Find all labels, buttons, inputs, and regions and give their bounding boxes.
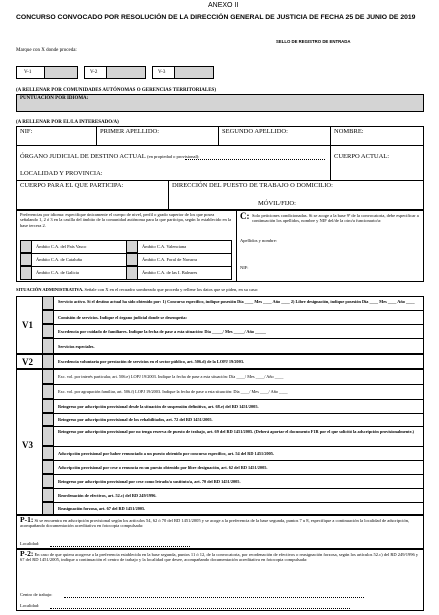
p1-label: P-1: [20,515,34,524]
mobile-field[interactable]: MÓVIL/FIJO: [258,200,296,207]
v1-row2-text: Comisión de servicios. Indique el órgano judicial donde se desempeña: [58,315,187,320]
v3-row7-check[interactable] [42,460,54,474]
v3-row2-text: Exc. vol. por agrupación familiar, art. 506.f) LOPJ 19/2003. Indique la fecha de pase a esta situación: Día ____/ Mes ____/ Año ____ [58,389,288,394]
area-baleares: Ámbito C.A. de las I. Baleares [142,270,198,275]
p1-locality-field[interactable]: Localidad: [20,541,40,546]
priority-v3-check[interactable] [174,66,214,79]
language-preference-text: Preferencias por idioma: especifique únicamente el cuerpo de nivel, perfil o grado superior de los que posea señalando 1, 2 ó 3 en la casilla del ámbito de la comunidad autónoma para la que participa, según lo establecido en la base tercera 2. [20,212,232,228]
v3-row4-text: Reingreso por adscripción provisional de los rehabilitados, art. 72 del RD 1451/2005. [58,417,213,422]
conditioned-surnames-field[interactable]: Apellidos y nombre: [240,238,277,243]
p2-text-wrap [20,551,420,563]
second-surname-field[interactable]: SEGUNDO APELLIDO: [222,128,288,135]
priority-v2-label: V-2 [90,70,98,75]
locality-field[interactable]: LOCALIDAD Y PROVINCIA: [20,170,103,177]
v1-row1-check[interactable] [42,296,54,310]
v3-row3-check[interactable] [42,399,54,413]
name-field[interactable]: NOMBRE: [334,128,364,135]
conditioned-letter: C: [240,211,250,221]
p2-center-field[interactable]: Centro de trabajo: [20,592,53,597]
p2-text: En caso de que quiera acogerse a la preferencia establecida en la base segunda, puntos 11 ó 12, de la convocatoria, por reordenación de efectivos o reasignación forzosa, según los artículos 52.c) del RD 249/1996 y 67 del RD 1451/2005, indique a continuación el centro de trabajo y la localidad que desee, acompañando documentación acreditativa en fotocopia compulsada: [20,552,419,563]
form-title: CONCURSO CONVOCADO POR RESOLUCIÓN DE LA DIRECCIÓN GENERAL DE JUSTICIA DE FECHA 25 DE JUNIO DE 2019 [16,14,416,21]
conditioned-text: Solo peticiones condicionadas. Si se acoge a la base 9ª de la convocatoria, debe especificar a continuación los apellidos, nombre y NIF del/de la otro/a funcionario/a: [252,213,419,224]
v3-row4-check[interactable] [42,413,54,426]
area-baleares-check[interactable] [126,266,138,280]
v3-row2-check[interactable] [42,384,54,399]
v3-row10-text: Reasignación forzosa, art. 67 del RD 1451/2005. [58,506,146,511]
situation-heading-bold: SITUACIÓN ADMINISTRATIVA. [16,287,84,292]
area-navarra: Ámbito C.A. Foral de Navarra [142,257,197,262]
v2-row1-check[interactable] [42,354,54,369]
priority-v1-check[interactable] [44,66,78,79]
priority-v3-label: V-3 [158,70,166,75]
conditioned-nif-field[interactable]: NIF: [240,265,249,270]
applicant-grid [16,126,424,210]
area-valenciana: Ámbito C.A. Valenciana [142,244,187,249]
body-applied-field[interactable]: CUERPO PARA EL QUE PARTICIPA: [20,182,124,189]
area-pais-vasco: Ámbito C.A. del País Vasco [36,244,87,249]
area-valenciana-check[interactable] [126,240,138,253]
v3-row8-text: Reingreso por adscripción provisional por cese como letrado/a sustituto/a, art. 70 del RD 1451/2005. [58,479,241,484]
first-surname-field[interactable]: PRIMER APELLIDO: [100,128,160,135]
priority-v1-label: V-1 [24,70,32,75]
p2-label: P-2: [20,549,34,558]
v1-row2-check[interactable] [42,310,54,324]
language-score-label: PUNTUACIÓN POR IDIOMA: [20,96,89,101]
address-field[interactable]: DIRECCIÓN DEL PUESTO DE TRABAJO O DOMICILIO: [172,182,333,189]
v3-row8-check[interactable] [42,474,54,488]
stamp-label: SELLO DE REGISTRO DE ENTRADA [276,39,351,44]
autonomous-section-label: (A RELLENAR POR COMUNIDADES AUTÓNOMAS O GERENCIAS TERRITORIALES) [16,88,216,93]
p1-text-wrap [20,517,420,529]
nif-field[interactable]: NIF: [20,128,33,135]
v3-row7-text: Adscripción provisional por cese o renuncia en un puesto obtenido por libre designación, art. 62 del RD 1451/2005. [58,465,268,470]
v3-label: V3 [22,440,33,450]
situation-heading [16,287,258,292]
v2-label: V2 [22,357,33,367]
destination-body-label: ÓRGANO JUDICIAL DE DESTINO ACTUAL [20,153,146,160]
p2-locality-field[interactable]: Localidad: [20,603,40,608]
situation-heading-rest: Señale con X en el recuadro sombreado que proceda y rellene los datos que se piden, en su caso: [84,287,259,292]
v3-row9-check[interactable] [42,488,54,502]
v3-row1-text: Exc. vol. por interés particular, art. 506.e) LOPJ 19/2003. Indique la fecha de pase a esta situación: Día ____/ Mes ____/ Año ____ [58,374,284,379]
applicant-section-label: (A RELLENAR POR EL/LA INTERESADO/A) [16,120,119,125]
v3-row5-text: Reingreso por adscripción provisional por no tenga reserva de puesto de trabajo, art. 69 del RD 1451/2005. (Deberá aportar el documento F1R por el que solicitó la adscripción provisionalmente.) [58,429,414,434]
v3-row6-text: Adscripción provisional por haber renunciado a un puesto obtenido por concurso específico, art. 54 del RD 1451/2005. [58,451,275,456]
v3-row6-check[interactable] [42,446,54,460]
area-navarra-check[interactable] [126,253,138,266]
destination-body-note: (en propiedad o provisional): [147,154,200,159]
v1-row1-text: Servicio activo. Si el destino actual ha sido obtenido por: 1) Concurso específico, indique posesión Día ____ Mes ____ Año ____ 2) Libre designación, indique posesión Día ____ Mes ____ Año ____ [58,299,415,304]
v2-row1-text: Excedencia voluntaria por prestación de servicios en el sector público, art. 506.d) de la LOPJ 19/2003. [58,359,245,364]
priority-instruction: Marque con X donde proceda: [16,48,77,53]
v1-row4-check[interactable] [42,338,54,354]
area-cataluna: Ámbito C.A. de Cataluña [36,257,82,262]
p1-text: Si se encuentra en adscripción provisional según los artículos 54, 62 ó 70 del RD 1451/2005 y se acoge a la preferencia de la base segunda, puntos 7 u 8, especifique a continuación la localidad de adscripción, acompañando documentación acreditativa en fotocopia compulsada: [20,518,410,529]
v1-row4-text: Servicios especiales. [58,344,95,349]
v3-row5-check[interactable] [42,426,54,446]
v1-label: V1 [22,320,33,330]
destination-body-field[interactable] [20,153,200,160]
area-galicia: Ámbito C.A. de Galicia [36,270,79,275]
v3-row1-check[interactable] [42,369,54,384]
priority-v2-check[interactable] [106,66,146,79]
v3-row3-text: Reingreso por adscripción provisional desde la situación de suspensión definitiva, art. 68.e) del RD 1451/2005. [58,404,259,409]
v3-row10-check[interactable] [42,502,54,515]
v1-row3-text: Excedencia por cuidado de familiares. Indique la fecha de pase a esta situación: Día _____/ Mes _____/ Año _____ [58,329,266,334]
area-galicia-check[interactable] [20,266,32,280]
v1-row3-check[interactable] [42,324,54,338]
area-cataluna-check[interactable] [20,253,32,266]
current-body-field[interactable]: CUERPO ACTUAL: [334,153,390,160]
annex-label: ANEXO II [208,2,239,9]
area-pais-vasco-check[interactable] [20,240,32,253]
v3-row9-text: Reordenación de efectivos, art. 52.c) del RD 249/1996. [58,493,157,498]
